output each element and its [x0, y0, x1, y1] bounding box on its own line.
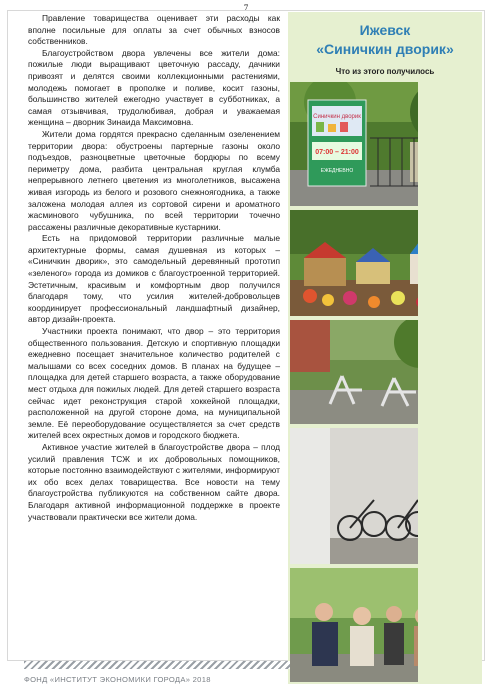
sign-title-text: Синичкин дворик	[313, 114, 361, 120]
sidebar-subtitle: Что из этого получилось	[335, 67, 435, 76]
footer-text: ФОНД «ИНСТИТУТ ЭКОНОМИКИ ГОРОДА» 2018	[24, 675, 211, 684]
photo-entrance-sign	[290, 82, 418, 206]
sidebar-project-title: «Синичкин дворик»	[316, 41, 454, 57]
sidebar-city-title: Ижевск	[359, 22, 411, 38]
page-number: 7	[243, 3, 249, 13]
article-paragraph: Жители дома гордятся прекрасно сделанным озеленением территории двора: обустроены партерные газоны около подъездов, разноцветные цветочные бордюры по всему периметру дома, разбита центральная круглая клумба непрерывного летнего цветения из многолетников, высажена живая изгородь из белого и розового снежноягодника, а также заложена молодая аллея из сортовой сирени и ароматного жасминового чубушника, по всей территории точечно рассажены различные декоративные кустарники.	[28, 128, 280, 232]
sign-days-text: ЕЖЕДНЕВНО	[320, 168, 354, 174]
sidebar	[288, 12, 482, 684]
article-body	[28, 13, 280, 523]
footer-stripe	[24, 661, 290, 669]
article-paragraph: Благоустройством двора увлечены все жители дома: пожилые люди выращивают цветочную рассаду, дачники привозят и делятся своими коллекционными растениями, молодежь помогает в прополке и поливе, косит газоны, большинство жителей ежегодно участвует в субботниках, а самая отзывчивая, трудолюбивая, добрая и уважаемая женщина – дворник Зинаида Максимовна.	[28, 47, 280, 128]
article-paragraph: Участники проекта понимают, что двор – это территория общественного пользования. Детскую и спортивную площадки ежедневно посещает значительное количество родителей с малышами со всех соседних домов. В планах на будущее – площадка для детей старшего возраста, а также оборудование мест отдыха для пожилых людей. Для детей старшего возраста сейчас идет реконструкция старой хоккейной площадки, расположенной на другой стороне дома, на муниципальной земле. Её переоборудование осуществляется за счет средств жителей всех окрестных домов и городского бюджета.	[28, 326, 280, 441]
sign-hours-text: 07:00 – 21:00	[315, 149, 359, 156]
photo-birdhouse-flowerbed	[290, 210, 418, 316]
photo-bicycle-shed	[290, 428, 418, 564]
article-paragraph: Активное участие жителей в благоустройстве двора – плод усилий правления ТСЖ и их добровольных помощников, которые постоянно взаимодействуют с жителями, информируют их обо всех делах товарищества. Все новости на тему благоустройства публикуются на собственном сайте двора. Благодаря активной информационной поддержке в проекте участвовали практически все жители дома.	[28, 441, 280, 522]
article-paragraph: Правление товарищества оценивает эти расходы как вполне посильные для оплаты за счет обычных взносов собственников.	[28, 13, 280, 47]
article-paragraph: Есть на придомовой территории различные малые архитектурные формы, самая душевная из которых – «Синичкин дворик», это самодельный деревянный прототип «зеленого» города из домиков с благоустроенной территорией. Эстетичным, красивым и комфортным двор получился благодаря тому, что усилия жителей-добровольцев координирует профессиональный ландшафтный дизайнер, автор дизайн-проекта.	[28, 233, 280, 325]
photo-residents	[290, 568, 418, 682]
photo-sports-ground	[290, 320, 418, 424]
